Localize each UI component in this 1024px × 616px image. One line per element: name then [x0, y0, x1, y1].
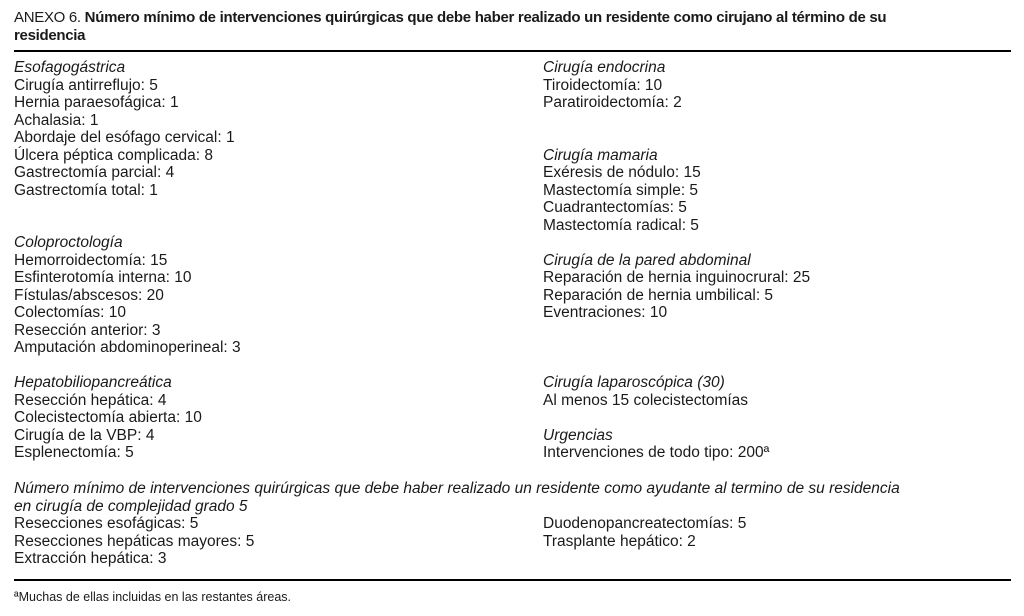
annex-number: ANEXO 6.	[14, 9, 81, 26]
procedure-item: Al menos 15 colecistectomías	[543, 391, 749, 409]
procedure-item: Reparación de hernia inguinocrural: 25	[543, 269, 811, 286]
surgeon-requirements-section	[14, 59, 1011, 462]
section-heading: Cirugía laparoscópica (30)	[543, 374, 725, 391]
procedure-item: Gastrectomía parcial: 4	[14, 164, 175, 181]
procedure-item: Mastectomía radical: 5	[543, 216, 699, 234]
procedure-item: Reparación de hernia umbilical: 5	[543, 286, 774, 304]
assistant-columns	[14, 515, 1011, 568]
procedure-item: Colecistectomía abierta: 10	[14, 409, 202, 426]
section-heading: Urgencias	[543, 426, 613, 444]
section-heading: Hepatobiliopancreática	[14, 374, 172, 391]
procedure-item: Esfinterotomía interna: 10	[14, 269, 192, 286]
annex-title-line1	[14, 9, 1020, 27]
procedure-item: Paratiroidectomía: 2	[543, 94, 682, 111]
procedure-item: Tiroidectomía: 10	[543, 76, 663, 94]
procedure-item: Intervenciones de todo tipo: 200ª	[543, 444, 770, 461]
section	[543, 252, 1011, 322]
assistant-heading-line1: Número mínimo de intervenciones quirúrgicas que debe haber realizado un residente como ayudante al termino de su residencia	[14, 480, 900, 497]
right-column	[543, 59, 1011, 462]
procedure-item: Mastectomía simple: 5	[543, 181, 699, 199]
section-heading: Cirugía endocrina	[543, 59, 666, 76]
section-heading: Coloproctología	[14, 234, 123, 251]
procedure-item: Amputación abdominoperineal: 3	[14, 339, 241, 356]
assistant-left-column	[14, 515, 534, 568]
section	[543, 147, 1011, 235]
procedure-item: Abordaje del esófago cervical: 1	[14, 129, 235, 146]
section-heading: Cirugía de la pared abdominal	[543, 251, 751, 269]
procedure-item: Cirugía de la VBP: 4	[14, 426, 155, 444]
annex-title-line2: residencia	[14, 27, 86, 44]
procedure-item: Hemorroidectomía: 15	[14, 251, 168, 269]
bottom-divider	[14, 579, 1011, 581]
procedure-item: Hernia paraesofágica: 1	[14, 94, 179, 111]
procedure-item: Exéresis de nódulo: 15	[543, 164, 701, 181]
procedure-item: Esplenectomía: 5	[14, 444, 134, 461]
section	[14, 59, 534, 199]
procedure-item: Resecciones esofágicas: 5	[14, 515, 199, 532]
section	[543, 374, 1011, 409]
procedure-item: Extracción hepática: 3	[14, 550, 167, 567]
assistant-requirements-section	[14, 480, 1011, 568]
annex-title	[14, 9, 1020, 45]
procedure-item: Gastrectomía total: 1	[14, 181, 158, 199]
section-heading: Cirugía mamaria	[543, 146, 658, 164]
top-divider	[14, 50, 1011, 52]
section	[14, 234, 534, 357]
section-heading: Esofagogástrica	[14, 59, 126, 76]
procedure-item: Eventraciones: 10	[543, 304, 668, 321]
section	[543, 427, 1011, 462]
procedure-item: Fístulas/abscesos: 20	[14, 286, 164, 304]
procedure-item: Resección anterior: 3	[14, 321, 161, 339]
assistant-heading-line2: en cirugía de complejidad grado 5	[14, 497, 248, 515]
procedure-item: Colectomías: 10	[14, 304, 126, 321]
procedure-item: Úlcera péptica complicada: 8	[14, 146, 214, 164]
procedure-item: Cirugía antirreflujo: 5	[14, 76, 158, 94]
section	[543, 59, 1011, 112]
procedure-item: Cuadrantectomías: 5	[543, 199, 687, 216]
left-column	[14, 59, 534, 462]
assistant-right-column	[543, 515, 1011, 550]
procedure-item: Resecciones hepáticas mayores: 5	[14, 532, 255, 550]
procedure-item: Resección hepática: 4	[14, 391, 167, 409]
procedure-item: Trasplante hepático: 2	[543, 532, 696, 550]
procedure-item: Duodenopancreatectomías: 5	[543, 515, 747, 532]
section	[14, 374, 534, 462]
footnote: ªMuchas de ellas incluidas en las restantes áreas.	[14, 589, 291, 604]
annex-title-text: Número mínimo de intervenciones quirúrgicas que debe haber realizado un residente como cirujano al término de su	[84, 9, 887, 26]
procedure-item: Achalasia: 1	[14, 111, 99, 129]
